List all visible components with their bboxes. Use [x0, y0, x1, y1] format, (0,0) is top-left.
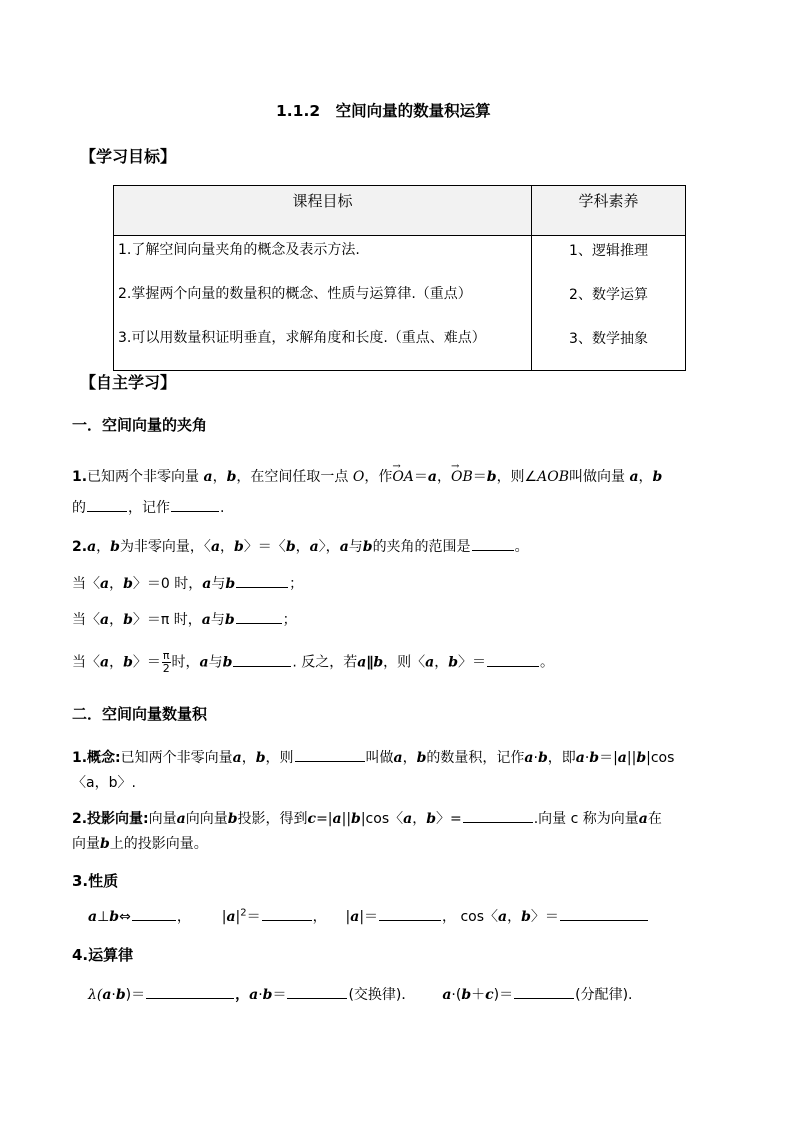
literacy-item: 2、数学运算 [569, 287, 648, 303]
literacy-item: 3、数学抽象 [569, 331, 648, 347]
answer-blank[interactable] [236, 573, 288, 588]
projection-line1: 2.投影向量:向量a向向量b投影，得到c=|a||b|cos〈a，b〉= .向量 c 称为向量a在 [72, 808, 662, 828]
goals-list [114, 236, 532, 371]
vector-OA: → OA [392, 461, 414, 485]
laws-heading: 4.运算律 [72, 946, 134, 964]
angle-zero-line: 当〈a，b〉＝0 时，a与b ； [72, 573, 303, 593]
dot-product-concept-line2: 〈a，b〉. [72, 775, 136, 791]
angle-definition-line2: 的 ，记作 . [72, 497, 224, 517]
part2-heading: 二．空间向量数量积 [72, 705, 208, 723]
answer-blank[interactable] [472, 536, 514, 551]
goals-table [113, 185, 686, 371]
answer-blank[interactable] [236, 609, 282, 624]
vector-OB: → OB [451, 461, 473, 485]
angle-pi-line: 当〈a，b〉＝π 时，a与b ； [72, 609, 297, 629]
literacy-item: 1、逻辑推理 [569, 243, 648, 259]
answer-blank[interactable] [233, 652, 291, 667]
answer-blank[interactable] [295, 747, 365, 762]
fraction-pi-over-2: $\frac{\pi}{2}$ [162, 649, 170, 675]
properties-heading: 3.性质 [72, 872, 119, 890]
literacy-list [532, 236, 686, 371]
projection-line2: 向量b上的投影向量。 [72, 836, 208, 852]
angle-half-pi-line: 当〈a，b〉＝ $\frac{\pi}{2}$ 时，a与b . 反之，若a∥b，则〈a，b〉＝ 。 [72, 649, 555, 675]
answer-blank[interactable] [171, 497, 219, 512]
goal-item: 2.掌握两个向量的数量积的概念、性质与运算律.（重点） [118, 286, 472, 302]
dot-product-concept-line1: 1.概念:已知两个非零向量a，b，则 叫做a，b的数量积，记作a·b，即a·b＝|a||b|cos [72, 747, 674, 767]
angle-range-line: 2.a，b为非零向量，〈a，b〉＝〈b，a〉，a与b的夹角的范围是 。 [72, 536, 529, 556]
page-title: 1.1.2 空间向量的数量积运算 [276, 102, 491, 120]
properties-line: a⊥b⇔ ， $|a|^2=$ ， |a|＝ ， cos〈a，b〉＝ [88, 906, 649, 926]
part1-heading: 一．空间向量的夹角 [72, 416, 208, 434]
laws-line: λ(a·b)＝ ，a·b＝ (交换律)． a·(b＋c)＝ (分配律). [88, 984, 632, 1004]
answer-blank[interactable] [132, 906, 176, 921]
goal-item: 1.了解空间向量夹角的概念及表示方法. [118, 242, 360, 258]
answer-blank[interactable] [262, 906, 312, 921]
goal-item: 3.可以用数量积证明垂直，求解角度和长度.（重点、难点） [118, 330, 486, 346]
answer-blank[interactable] [560, 906, 648, 921]
answer-blank[interactable] [487, 652, 539, 667]
answer-blank[interactable] [463, 808, 533, 823]
goals-header-course: 课程目标 [114, 186, 532, 236]
section-goals-heading: 【学习目标】 [80, 147, 177, 166]
goals-header-literacy: 学科素养 [532, 186, 686, 236]
answer-blank[interactable] [379, 906, 441, 921]
answer-blank[interactable] [287, 984, 347, 999]
answer-blank[interactable] [146, 984, 234, 999]
section-self-study-heading: 【自主学习】 [80, 373, 177, 392]
answer-blank[interactable] [514, 984, 574, 999]
answer-blank[interactable] [87, 497, 127, 512]
angle-definition-line1: 1.已知两个非零向量 a，b，在空间任取一点 O，作 → OA＝a， → OB＝b，则∠AOB叫做向量 a，b [72, 461, 663, 485]
